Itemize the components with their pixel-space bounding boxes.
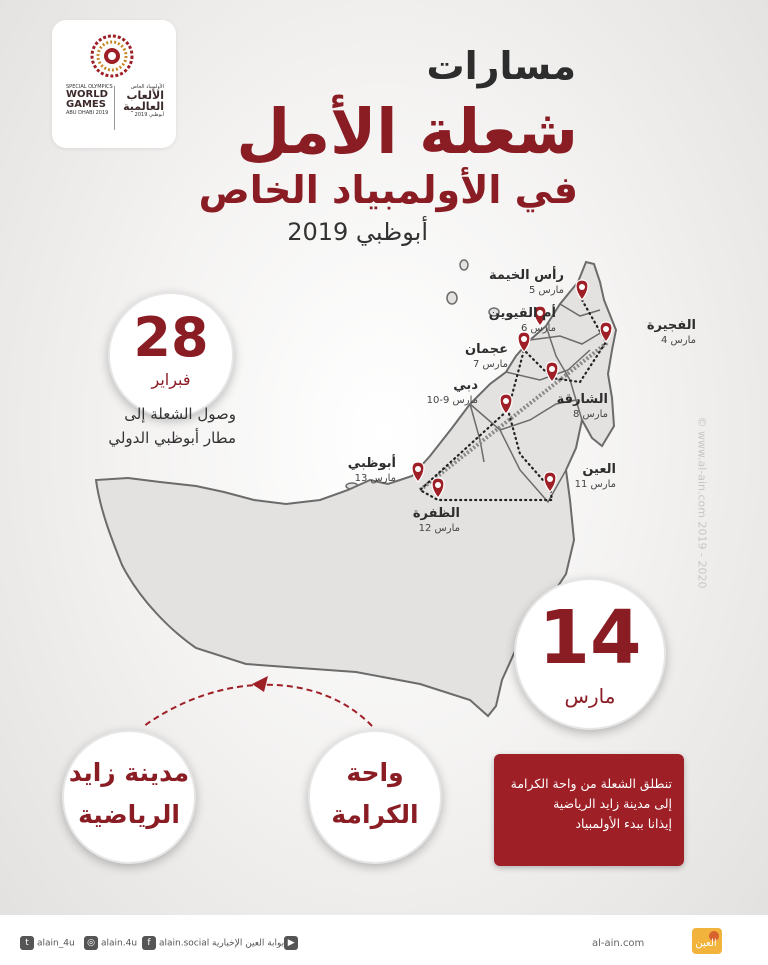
city-name: أبوظبي (347, 456, 396, 471)
arrival-text (108, 402, 236, 450)
arrow-head-icon (252, 676, 268, 692)
copyright-watermark (692, 416, 712, 589)
facebook-icon: f (142, 936, 156, 950)
city-date: مارس 11 (574, 479, 616, 490)
venue-zayed-line1: مدينة زايد (68, 758, 190, 787)
logo-ar-small-bottom: أبوظبي 2019 (134, 112, 164, 118)
island (460, 260, 468, 270)
city-name: عجمان (465, 342, 508, 357)
start-month: فبراير (151, 370, 191, 389)
note-line2: إلى مدينة زايد الرياضية (553, 796, 672, 811)
city-label-ras-al-khaimah (489, 268, 564, 297)
city-date: مارس 7 (473, 359, 508, 370)
city-label-al-ain (575, 462, 616, 491)
facebook-link[interactable] (142, 936, 209, 952)
logo-ar-line1: الألعاب (126, 89, 164, 102)
city-date: مارس 6 (521, 323, 556, 334)
city-label-umm-al-quwain (489, 306, 556, 335)
header-subtitle: في الأولمبياد الخاص (198, 168, 578, 212)
note-line3: إيذانا ببدء الأولمبياد (575, 816, 672, 831)
instagram-icon: ◎ (84, 936, 98, 950)
logo-ar-small-top: الأولمبياد الخاص (130, 84, 164, 90)
arrival-line1: وصول الشعلة إلى (124, 405, 236, 423)
youtube-link[interactable] (212, 936, 301, 952)
end-date-circle (514, 578, 666, 730)
venue-waha-line2: الكرامة (331, 800, 419, 829)
city-date: مارس 13 (354, 473, 396, 484)
end-month: مارس (564, 684, 616, 708)
city-label-al-dhafra (413, 506, 460, 535)
logo-en-line1: WORLD (66, 89, 108, 100)
start-day: 28 (133, 306, 209, 369)
city-date: مارس 9-10 (426, 395, 478, 406)
header-year-line: أبوظبي 2019 (287, 218, 428, 246)
youtube-icon: ▶ (284, 936, 298, 950)
route-arrow-line (144, 685, 372, 726)
header-kicker: مسارات (426, 44, 576, 88)
twitter-handle: alain_4u (37, 938, 75, 949)
copyright-text: © www.al-ain.com 2019 - 2020 (695, 416, 709, 589)
instagram-link[interactable] (84, 936, 137, 952)
city-name: دبي (453, 378, 478, 393)
city-label-abu-dhabi (348, 456, 396, 485)
svg-text:العين: العين (695, 938, 717, 949)
logo-en-line2: GAMES (66, 99, 106, 110)
arrival-line2: مطار أبوظبي الدولي (108, 429, 236, 447)
city-name: الشارقة (556, 392, 608, 407)
note-line1: تنطلق الشعلة من واحة الكرامة (510, 776, 672, 791)
youtube-channel: بوابة العين الإخبارية (212, 938, 285, 949)
venue-waha-al-karama (308, 730, 442, 864)
end-day: 14 (538, 595, 642, 681)
city-label-fujairah (647, 318, 696, 347)
city-name: العين (582, 462, 616, 477)
venue-waha-line1: واحة (346, 758, 404, 787)
instagram-handle: alain.4u (101, 938, 138, 949)
city-name: الفجيرة (646, 318, 696, 333)
venue-zayed-sports-city (62, 730, 196, 864)
twitter-link[interactable] (20, 936, 75, 952)
al-ain-logo-icon (686, 926, 726, 956)
city-date: مارس 5 (529, 285, 564, 296)
logo-en-small-top: SPECIAL OLYMPICS (66, 84, 113, 90)
city-label-dubai (427, 378, 478, 407)
city-label-ajman (465, 342, 508, 371)
city-label-sharjah (557, 392, 608, 421)
twitter-icon: t (20, 936, 34, 950)
city-date: مارس 8 (573, 409, 608, 420)
footer-site-link[interactable]: al-ain.com (592, 938, 645, 949)
header-title: شعلة الأمل (236, 95, 578, 168)
logo-ar-line2: العالمية (123, 100, 164, 113)
city-date: مارس 4 (661, 335, 696, 346)
logo-en-small-bottom: ABU DHABI 2019 (66, 110, 109, 116)
facebook-handle: alain.social (159, 938, 210, 949)
start-date-circle (108, 292, 234, 418)
city-name: الظفرة (412, 506, 460, 521)
city-date: مارس 12 (418, 523, 460, 534)
al-ain-news-logo (686, 926, 726, 956)
city-name: أم القيوين (488, 306, 556, 321)
city-name: رأس الخيمة (488, 268, 564, 283)
info-note-box (494, 754, 684, 866)
venue-zayed-line2: الرياضية (78, 800, 180, 829)
island (447, 292, 457, 304)
